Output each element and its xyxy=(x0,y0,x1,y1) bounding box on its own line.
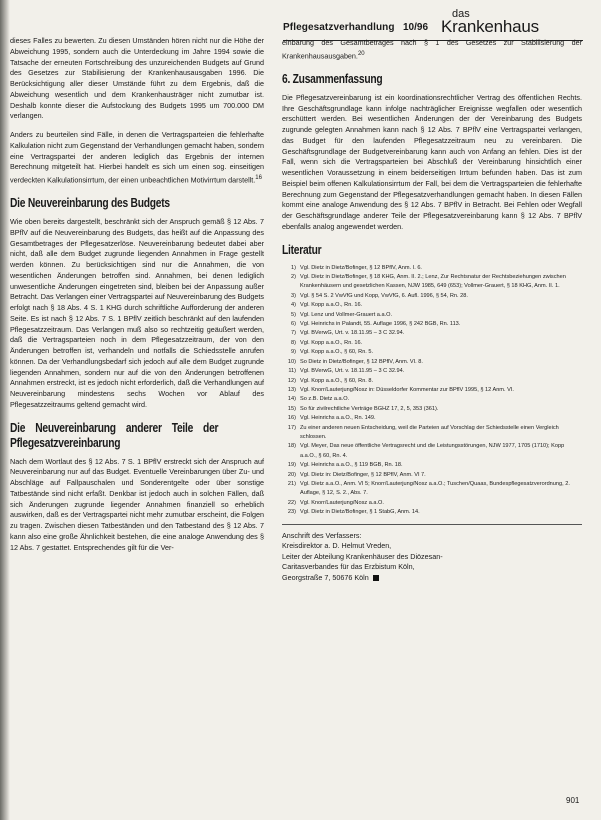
page-number: 901 xyxy=(566,796,580,805)
footnote-text: Vgl. BVerwG, Urt. v. 18.11.95 – 3 C 32.94. xyxy=(300,368,405,375)
footnote xyxy=(282,377,582,386)
footnote-number: 11) xyxy=(288,368,296,375)
footnote-text: Vgl. Kopp a.a.O., Rn. 16. xyxy=(300,339,363,346)
footnote-number: 2) xyxy=(291,274,296,281)
footnote-number: 15) xyxy=(287,405,296,412)
author-role: Leiter der Abteilung Krankenhäuser des Diözesan- xyxy=(282,551,443,561)
footnote-text: Vgl. Dietz in Dietz/Bofinger, § 1 StabG, Anm. 14. xyxy=(300,509,420,516)
footnote-number: 7) xyxy=(291,330,296,337)
footnote-number: 12) xyxy=(287,377,296,384)
footnote-text: Vgl. Lenz und Vollmer-Grauert a.a.O. xyxy=(300,311,393,318)
footnote-text: Vgl. BVerwG, Urt. v. 18.11.95 – 3 C 32.94. xyxy=(300,330,405,337)
footnote-number: 3) xyxy=(291,292,296,299)
footnote xyxy=(282,273,582,292)
section-heading: 6. Zusammenfassung xyxy=(282,71,383,86)
footnote-text: Zu einer anderen neuen Entscheidung, weil die Parteien auf Vorschlag der Schiedsstelle einen Vergleich schlossen. xyxy=(300,424,559,440)
footnote-number: 17) xyxy=(287,424,296,431)
footnote-text: Vgl. Dietz in Dietz/Bofinger, § 12 BPflV, Anm. I. 6. xyxy=(300,264,422,271)
footnote xyxy=(282,471,582,480)
footnote-ref: 16 xyxy=(255,175,262,181)
footnote xyxy=(282,386,582,395)
address-label: Anschrift des Verfassers: xyxy=(282,530,362,540)
body-paragraph: Anders zu beurteilen sind Fälle, in denen die Vertragsparteien die fehlerhafte Kalkulation nicht zum Gegenstand der Verhandlungen gemacht haben, sondern eine Vertragspartei der anderen lediglich das Ergebnis der internen Berechnung mitgeteilt hat. Hierbei handelt es sich um einen sog. einseitigen verdeckten Kalkulationsirrtum, der einen unbeachtlichen Motivirrtum darstellt.$^{16}$ xyxy=(10,130,264,185)
footnote-number: 5) xyxy=(291,311,296,318)
author-street: Georgstraße 7, 50676 Köln xyxy=(282,573,582,584)
footnote-number: 23) xyxy=(287,509,296,516)
footnote-number: 4) xyxy=(291,302,296,309)
footnote xyxy=(282,348,582,357)
body-paragraph: dieses Falles zu bewerten. Zu diesen Umständen hören nicht nur die Höhe der Abweichung 1995, sondern auch die Unterdeckung im Jahre 1994 sowie die Tatsache der erneuten Fortschreibung des unzureichenden Budgets auf Grund des Gesetzes zur Stabilisierung der Krankenhausausgaben 1996. Die Berücksichtigung aller dieser Umstände führt zu dem Ergebnis, daß die Abweichung wesentlich und dem Krankenhausträger nicht zumutbar ist. Deshalb konnte dieser die Aufstockung des Budgets 1995 um 700.000 DM verlangen. xyxy=(10,36,264,121)
footnote xyxy=(282,461,582,470)
binding-shadow xyxy=(0,0,10,820)
literature-heading: Literatur xyxy=(282,242,322,257)
left-column xyxy=(10,36,264,553)
footnote xyxy=(282,424,582,443)
footnote-list xyxy=(282,264,582,518)
footnote xyxy=(282,395,582,404)
body-paragraph: einbarung des Gesamtbetrages nach § 1 des Gesetzes zur Stabilisierung der Krankenhausausgaben.$^{20}$ xyxy=(282,38,582,61)
footnote xyxy=(282,358,582,367)
footnote-number: 20) xyxy=(287,471,296,478)
footnote xyxy=(282,414,582,423)
footnote-text: Vgl. Dietz a.a.O., Anm. VI 5; Knorr/Lauterjung/Nosz a.a.O.; Tuschen/Quaas, Bundespflegesatzverordnung, 2. Auflage, § 12, S. 2., Abs. 7. xyxy=(300,480,570,497)
footnote-text: So für zivilrechtliche Verträge BGHZ 17, 2, 5, 353 (361). xyxy=(300,405,439,412)
brand-article: das xyxy=(452,8,470,20)
footnote-text: Vgl. Knorr/Lauterjung/Nosz in: Düsseldorfer Kommentar zur BPflV 1995, § 12 Anm. VI. xyxy=(300,386,514,393)
footnote-text: Vgl. Kopp a.a.O., § 60, Rn. 8. xyxy=(300,377,374,384)
author-organization: Caritasverbandes für das Erzbistum Köln, xyxy=(282,562,415,572)
footnote-text: Vgl. Kopp a.a.O., Rn. 16. xyxy=(300,302,363,309)
footnote-number: 6) xyxy=(291,321,296,328)
footnote-text: Vgl. Heinrichs a.a.O., Rn. 149. xyxy=(300,415,376,422)
footnote-number: 13) xyxy=(287,386,296,393)
section-heading: Die Neuvereinbarung anderer Teile der Pflegesatzvereinbarung xyxy=(10,420,219,450)
issue-number: 10/96 xyxy=(403,22,429,33)
footnote-number: 8) xyxy=(291,339,296,346)
footnote-ref: 20 xyxy=(357,50,365,57)
footnote-text: Vgl. Heinrichs a.a.O., § 119 BGB, Rn. 18. xyxy=(300,462,403,469)
footnote xyxy=(282,264,582,273)
footnote xyxy=(282,508,582,517)
footnote-text: Vgl. § 54 S. 2 VwVfG und Kopp, VwVfG, 6. Aufl. 1996, § 54, Rn. 28. xyxy=(300,292,468,299)
footnote-number: 21) xyxy=(287,480,296,487)
right-column xyxy=(282,38,582,583)
footnote xyxy=(282,405,582,414)
footnote xyxy=(282,367,582,376)
body-paragraph: Nach dem Wortlaut des § 12 Abs. 7 S. 1 BPflV erstreckt sich der Anspruch auf Neuvereinbarung nur auf das Budget. Eventuelle Vereinbarungen über Zu- und Abschläge auf Fallpauschalen und Sonderentgelte oder über sonstige Tatbestände sind nicht erfaßt. Denkbar ist jedoch auch in solchen Fällen, daß sich Änderungen zugrunde liegender Annahmen finanziell so erheblich auswirken, daß es der Vertragspartei nicht mehr zumutbar erscheint, die Folgen zu tragen. Zwischen diesen Tatbeständen und den Tatbestand des § 12 Abs. 7 kann also eine große Ähnlichkeit bestehen, die eine analoge Anwendung des § 12 Abs. 7 gestattet. Entsprechendes gilt für die Ver- xyxy=(10,456,264,552)
footnote-number: 10) xyxy=(287,358,296,365)
footnote-number: 18) xyxy=(287,443,296,450)
footnote-number: 14) xyxy=(287,396,296,403)
footnote xyxy=(282,320,582,329)
footnote xyxy=(282,339,582,348)
author-address xyxy=(282,531,582,584)
footnote-text: Vgl. Meyer, Das neue öffentliche Vertragsrecht und die Leistungsstörungen, NJW 1977, 1705 (1710); Kopp a.a.O., § 60, Rn. 4. xyxy=(300,443,565,459)
footnote-number: 16) xyxy=(287,415,296,422)
footnote-number: 22) xyxy=(287,499,296,506)
footnote-text: Vgl. Knorr/Lauterjung/Nosz a.a.O. xyxy=(300,499,384,506)
footnote xyxy=(282,301,582,310)
footnote xyxy=(282,499,582,508)
footnote-text: Vgl. Heinrichs in Palandt, 55. Auflage 1996, § 242 BGB, Rn. 113. xyxy=(300,321,461,328)
footnote-text: Vgl. Dietz in Dietz/Bofinger, § 18 KHG, Anm. II. 2.; Lenz, Zur Rechtsnatur der Rechtsbeziehungen zwischen Krankenhäusern und gesetzlichen Kassen, NJW 1985, 649 (653); Vollmer-Grauert, § 18 KHG, Anm. II. 1. xyxy=(300,274,566,290)
footnote-text: Vgl. Kopp a.a.O., § 60, Rn. 5. xyxy=(300,349,374,356)
footnote-number: 1) xyxy=(291,264,296,271)
footnote-text: So z.B. Dietz a.a.O. xyxy=(300,396,350,403)
footnote-text: Vgl. Dietz in: Dietz/Bofinger, § 12 BPflV, Anm. VI 7. xyxy=(300,471,426,478)
footnote-text: So Dietz in Dietz/Bofinger, § 12 BPflV, Anm. VI. 8. xyxy=(300,358,423,365)
body-paragraph: Die Pflegesatzvereinbarung ist ein koordinationsrechtlicher Vertrag des öffentlichen Rechts. Ihre Geschäftsgrundlage kann infolge nachträglicher Ereignisse wegfallen oder wesentlich erschüttert werden. Bei wesentlichen Änderungen der der Vereinbarung des Budgets zugrunde gelegten Annahmen kann nach § 12 Abs. 7 BPflV eine Vertragspartei verlangen, das Budget für den laufenden Pflegesatzzeitraum neu zu vereinbaren. Die Geschäftsgrundlage der Budgetvereinbarung kann auch von Anfang an fehlen. Dies ist der Fall, wenn sich die Vertragsparteien bei Abschluß der Vereinbarung hinsichtlich einer wesentlichen Voraussetzung in einem beiderseitigen Irrtum befunden haben. Das ist zum Beispiel beim offenen Kalkulationsirrtum der Fall, bei dem die Vertragsparteien die fehlerhafte Berechnung zum Gegenstand der Pflegesatzverhandlungen gemacht haben. In diesen Fällen kommt eine analoge Anwendung des § 12 Abs. 7 BPflV in Betracht. Bei Fehlen oder Wegfall der Geschäftsgrundlage anderer Teile der Pflegesatzvereinbarung kann § 12 Abs. 7 BPflV ebenfalls analog angewendet werden. xyxy=(282,92,582,231)
footnote xyxy=(282,292,582,301)
body-paragraph: Wie oben bereits dargestellt, beschränkt sich der Anspruch gemäß § 12 Abs. 7 BPflV auf die Neuvereinbarung des Budgets, das heißt auf die Anpassung des Gesamtbetrages der Pflegesatzerlöse. Neuvereinbarung bedeutet dabei aber nicht, daß alle dem Budget zugrunde liegenden Annahmen in Frage gestellt werden können. Zu berücksichtigen sind nur die Annahmen, die von wesentlichen Änderungen betroffen sind. Annahmen, bei denen lediglich unwesentliche Änderungen eingetreten sind, bleiben bei der Anpassung außer Betracht. Das Verlangen einer Vertragspartei auf Neuvereinbarung des Budgets erfolgt nach § 18 Abs. 4 S. 1 KHG durch schriftliche Aufforderung der anderen Seite. Es ist nach § 12 Abs. 7 S. 1 BPflV zeitlich beschränkt auf den laufenden Pflegesatzzeitraum. Das Verlangen muß also so rechtzeitig geäußert werden, daß die Vertragsparteien noch in dem Pflegesatzzeitraum, der von den Änderungen betroffen ist, verhandeln und notfalls die Schiedsstelle anrufen können. Da der Verhandlungsbedarf sich jedoch auf alle dem Budget zugrunde liegenden Annahmen, sondern nur auf die von den Änderungen betroffenen Annahmen erstreckt, ist es jedoch nicht erforderlich, daß die Verhandlungen auf Neuvereinbarung mindestens sechs Wochen vor Ablauf des Pflegesatzzeitraums geltend gemacht wird. xyxy=(10,217,264,409)
end-mark-icon xyxy=(373,575,379,581)
running-title: Pflegesatzverhandlung xyxy=(283,22,395,33)
footnote-number: 9) xyxy=(291,349,296,356)
footnote xyxy=(282,329,582,338)
page-header xyxy=(283,8,583,40)
contact-divider xyxy=(282,524,582,525)
footnote xyxy=(282,442,582,461)
section-heading: Die Neuvereinbarung des Budgets xyxy=(10,196,170,211)
brand-name: Krankenhaus xyxy=(441,17,539,36)
footnote-number: 19) xyxy=(287,462,296,469)
author-name: Kreisdirektor a. D. Helmut Vreden, xyxy=(282,541,392,551)
footnote xyxy=(282,480,582,499)
footnote xyxy=(282,311,582,320)
